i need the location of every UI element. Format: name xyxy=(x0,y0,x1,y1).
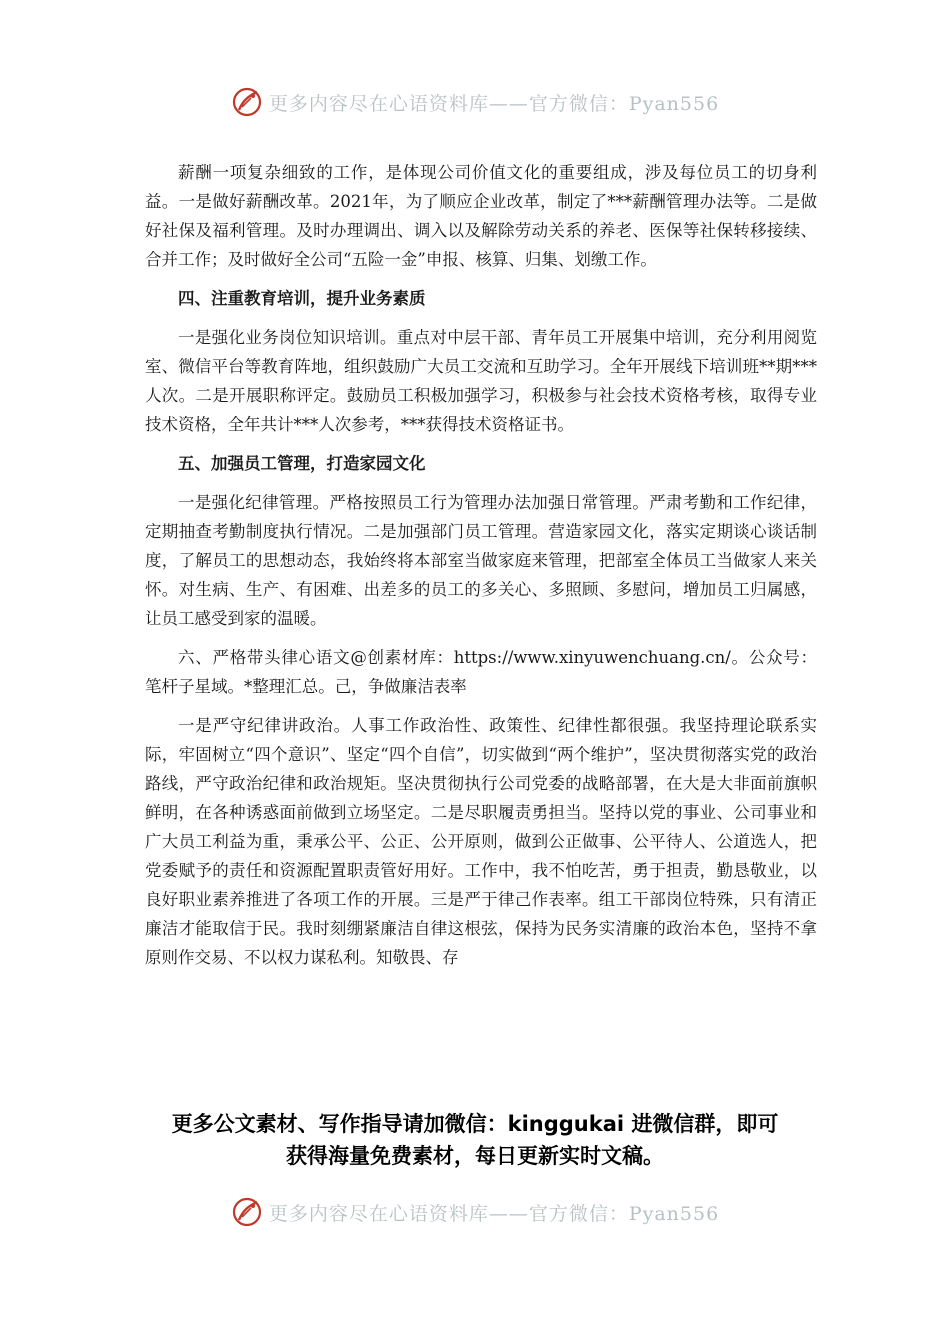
section-heading-5: 五、加强员工管理，打造家园文化 xyxy=(178,454,426,473)
promo-note-line2: 获得海量免费素材，每日更新实时文稿。 xyxy=(286,1144,664,1168)
footer-banner-text: 更多内容尽在心语资料库——官方微信：Pyan556 xyxy=(268,1202,720,1225)
paragraph-salary: 薪酬一项复杂细致的工作，是体现公司价值文化的重要组成，涉及每位员工的切身利益。一是做好薪酬改革。2021年，为了顺应企业改革，制定了***薪酬管理办法等。二是做好社保及福利管理。及时办理调出、调入以及解除劳动关系的养老、医保等社保转移接续、合并工作；及时做好全公司“五险一金”申报、核算、归集、划缴工作。 xyxy=(145,163,817,269)
logo-icon xyxy=(231,86,263,118)
paragraph-management: 一是强化纪律管理。严格按照员工行为管理办法加强日常管理。严肃考勤和工作纪律，定期抽查考勤制度执行情况。二是加强部门员工管理。营造家园文化，落实定期谈心谈话制度，了解员工的思想动态，我始终将本部室当做家庭来管理，把部室全体员工当做家人来关怀。对生病、生产、有困难、出差多的员工的多关心、多照顾、多慰问，增加员工归属感，让员工感受到家的温暖。 xyxy=(145,493,817,628)
document-body xyxy=(145,158,817,982)
header-banner xyxy=(0,82,950,122)
promo-note xyxy=(0,1108,950,1172)
section-heading-4: 四、注重教育培训，提升业务素质 xyxy=(178,289,426,308)
header-banner-text: 更多内容尽在心语资料库——官方微信：Pyan556 xyxy=(268,92,720,115)
footer-banner xyxy=(0,1192,950,1232)
promo-note-line1: 更多公文素材、写作指导请加微信：kinggukai 进微信群，即可 xyxy=(171,1112,779,1136)
paragraph-training: 一是强化业务岗位知识培训。重点对中层干部、青年员工开展集中培训，充分利用阅览室、微信平台等教育阵地，组织鼓励广大员工交流和互助学习。全年开展线下培训班**期***人次。二是开展职称评定。鼓励员工积极加强学习，积极参与社会技术资格考核，取得专业技术资格，全年共计***人次参考，***获得技术资格证书。 xyxy=(145,328,817,434)
logo-icon xyxy=(231,1196,263,1228)
paragraph-discipline: 一是严守纪律讲政治。人事工作政治性、政策性、纪律性都很强。我坚持理论联系实际，牢固树立“四个意识”、坚定“四个自信”，切实做到“两个维护”，坚决贯彻落实党的政治路线，严守政治纪律和政治规矩。坚决贯彻执行公司党委的战略部署，在大是大非面前旗帜鲜明，在各种诱惑面前做到立场坚定。二是尽职履责勇担当。坚持以党的事业、公司事业和广大员工利益为重，秉承公平、公正、公开原则，做到公正做事、公平待人、公道选人，把党委赋予的责任和资源配置职责管好用好。工作中，我不怕吃苦，勇于担责，勤恳敬业，以良好职业素养推进了各项工作的开展。三是严于律己作表率。组工干部岗位特殊，只有清正廉洁才能取信于民。我时刻绷紧廉洁自律这根弦，保持为民务实清廉的政治本色，坚持不拿原则作交易、不以权力谋私利。知敬畏、存 xyxy=(145,716,817,967)
section-heading-6: 六、严格带头律心语文@创素材库：https://www.xinyuwenchuang.cn/。公众号：笔杆子星域。*整理汇总。己，争做廉洁表率 xyxy=(145,648,817,696)
